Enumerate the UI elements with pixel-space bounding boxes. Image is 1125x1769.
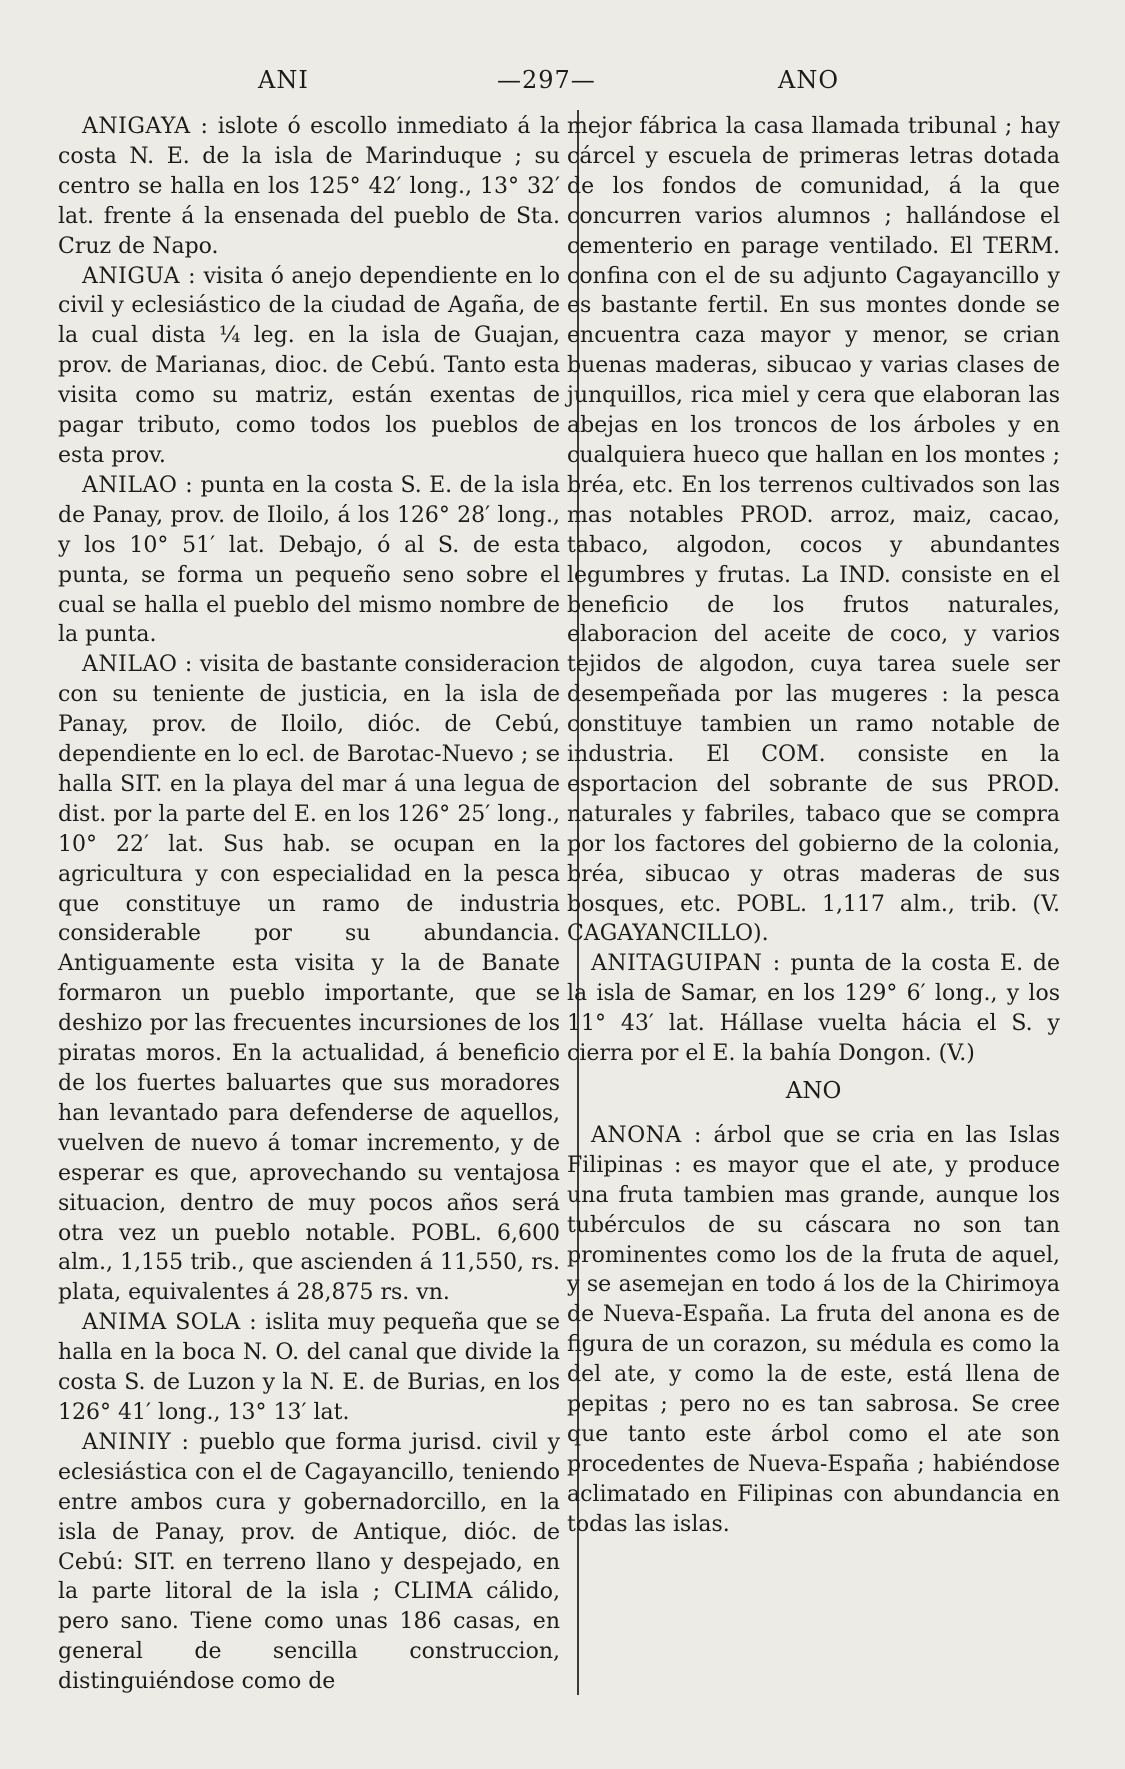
entry-head: ANIGUA :	[82, 263, 197, 289]
right-column	[567, 112, 1060, 1540]
entry-head: ANIMA SOLA :	[82, 1310, 258, 1336]
entry-text: punta de la costa E. de la isla de Samar, en los 129° 6′ long., y los 11° 43′ lat. Hállase vuelta hácia el S. y cierra por el E. la bahía Dongon. (V.)	[567, 951, 1060, 1067]
page-number: —297—	[497, 66, 596, 94]
left-column	[58, 112, 560, 1697]
entry-aniniy	[58, 1428, 560, 1697]
entry-text: islote ó escollo inmediato á la costa N. E. de la isla de Marinduque ; su centro se halla en los 125° 42′ long., 13° 32′ lat. frente á la ensenada del pueblo de Sta. Cruz de Napo.	[58, 114, 560, 259]
section-heading: ANO	[785, 1078, 842, 1104]
entry-text: árbol que se cria en las Islas Filipinas : es mayor que el ate, y produce una fruta tambien mas grande, aunque los tubérculos de su cáscara no son tan prominentes como los de la fruta de aquel, y se asemejan en todo á los de la Chirimoya de Nueva-España. La fruta del anona es de figura de un corazon, su médula es como la del ate, y como la de este, está llena de pepitas ; pero no es tan sabrosa. Se cree que tanto este árbol como el ate son procedentes de Nueva-España ; habiéndose aclimatado en Filipinas con abundancia en todas las islas.	[567, 1122, 1061, 1537]
entry-anona	[567, 1121, 1060, 1540]
entry-anima-sola	[58, 1308, 560, 1428]
entry-text: islita muy pequeña que se halla en la boca N. O. del canal que divide la costa S. de Luzon y la N. E. de Burias, en los 126° 41′ long., 13° 13′ lat.	[58, 1310, 560, 1425]
entry-aniniy-continued: mejor fábrica la casa llamada tribunal ; hay cárcel y escuela de primeras letras dotada de los fondos de comunidad, á la que concurren varios alumnos ; hallándose el cementerio en parage ventilado. El TERM. confina con el de su adjunto Cagayancillo y es bastante fertil. En sus montes donde se encuentra caza mayor y menor, se crian buenas maderas, sibucao y varias clases de junquillos, rica miel y cera que elaboran las abejas en los troncos de los árboles y en cualquiera hueco que hallan en los montes ; bréa, etc. En los terrenos cultivados son las mas notables PROD. arroz, maiz, cacao, tabaco, algodon, cocos y abundantes legumbres y frutas. La IND. consiste en el beneficio de los frutos naturales, elaboracion del aceite de coco, y varios tejidos de algodon, cuya tarea suele ser desempeñada por las mugeres : la pesca constituye tambien un ramo notable de industria. El COM. consiste en la esportacion del sobrante de sus PROD. naturales y fabriles, tabaco que se compra por los factores del gobierno de la colonia, bréa, sibucao y otras maderas de sus bosques, etc. POBL. 1,117 alm., trib. (V. CAGAYANCILLO).	[567, 114, 1060, 947]
running-head-right: ANO	[778, 66, 840, 94]
entry-head: ANILAO :	[82, 652, 193, 678]
entry-anilao-punta	[58, 471, 560, 650]
entry-head: ANITAGUIPAN :	[591, 951, 781, 977]
entry-anitaguipan	[567, 949, 1060, 1069]
entry-text: visita ó anejo dependiente en lo civil y eclesiástico de la ciudad de Agaña, de la cual dista ¼ leg. en la isla de Guajan, prov. de Marianas, dioc. de Cebú. Tanto esta visita como su matriz, están exentas de pagar tributo, como todos los pueblos de esta prov.	[58, 263, 561, 468]
entry-head: ANONA :	[591, 1122, 702, 1148]
entry-head: ANILAO :	[82, 472, 194, 498]
running-head-left: ANI	[258, 66, 309, 94]
entry-head: ANIGAYA :	[82, 114, 209, 139]
entry-text: visita de bastante consideracion con su teniente de justicia, en la isla de Panay, prov. de Iloilo, dióc. de Cebú, dependiente en lo ecl. de Barotac-Nuevo ; se halla SIT. en la playa del mar á una legua de dist. por la parte del E. en los 126° 25′ long., 10° 22′ lat. Sus hab. se ocupan en la agricultura y con especialidad en la pesca que constituye un ramo de industria considerable por su abundancia. Antiguamente esta visita y la de Banate formaron un pueblo importante, que se deshizo por las frecuentes incursiones de los piratas moros. En la actualidad, á beneficio de los fuertes baluartes que sus moradores han levantado para defenderse de aquellos, vuelven de nuevo á tomar incremento, y de esperar es que, aprovechando su ventajosa situacion, dentro de muy pocos años será otra vez un pueblo notable. POBL. 6,600 alm., 1,155 trib., que ascienden á 11,550, rs. plata, equivalentes á 28,875 rs. vn.	[58, 652, 560, 1306]
entry-anigaya	[58, 112, 560, 262]
entry-anilao-visita	[58, 650, 560, 1308]
entry-text: punta en la costa S. E. de la isla de Panay, prov. de Iloilo, á los 126° 28′ long., y los 10° 51′ lat. Debajo, ó al S. de esta punta, se forma un pequeño seno sobre el cual se halla el pueblo del mismo nombre de la punta.	[58, 472, 560, 648]
entry-text: pueblo que forma jurisd. civil y eclesiástica con el de Cagayancillo, teniendo entre ambos cura y gobernadorcillo, en la isla de Panay, prov. de Antique, dióc. de Cebú: SIT. en terreno llano y despejado, en la parte litoral de la isla ; CLIMA cálido, pero sano. Tiene como unas 186 casas, en general de sencilla construccion, distinguiéndose como de	[58, 1429, 560, 1695]
entry-anigua	[58, 262, 560, 471]
entry-head: ANINIY :	[82, 1429, 190, 1455]
